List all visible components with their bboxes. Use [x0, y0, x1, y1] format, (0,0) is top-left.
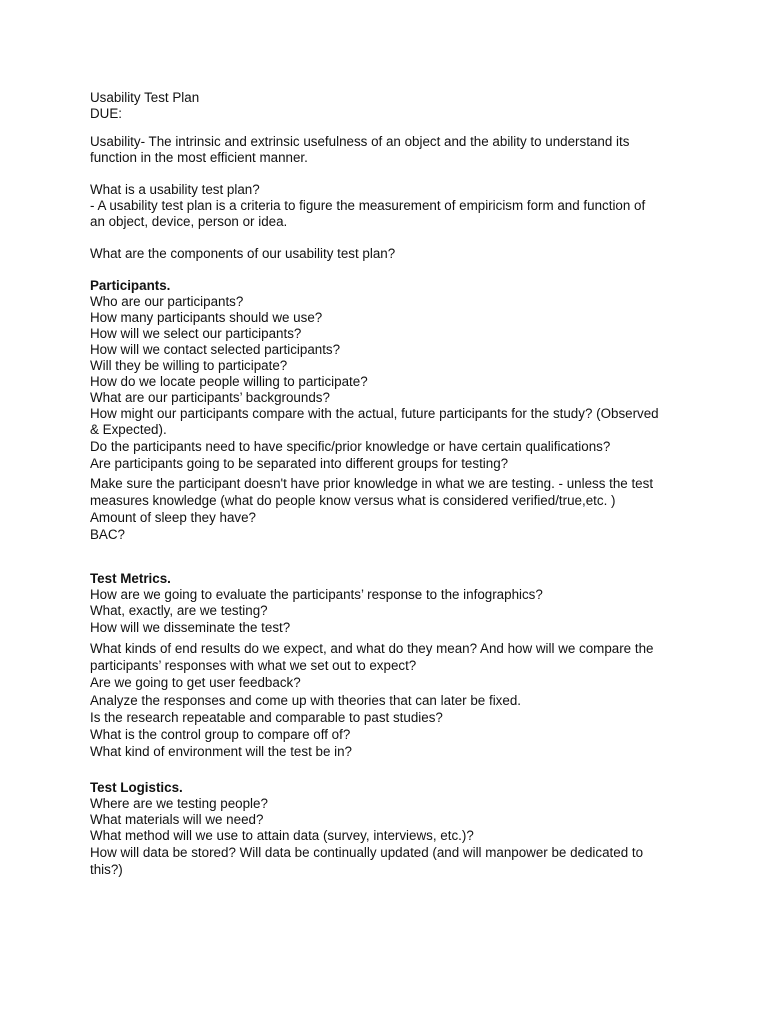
test-logistics-item: How will data be stored? Will data be continually updated (and will manpower be dedicated to [90, 845, 644, 860]
test-logistics-item: this?) [90, 862, 123, 877]
definition-line-1: Usability- The intrinsic and extrinsic usefulness of an object and the ability to understand its [90, 134, 630, 149]
test-metrics-item: What kind of environment will the test be in? [90, 744, 352, 759]
test-metrics-heading: Test Metrics. [90, 571, 171, 586]
participants-item: How might our participants compare with the actual, future participants for the study? (Observed [90, 406, 659, 421]
participants-item: How many participants should we use? [90, 310, 323, 325]
participants-item: measures knowledge (what do people know versus what is considered verified/true,etc. ) [90, 493, 616, 508]
test-metrics-item: How will we disseminate the test? [90, 620, 291, 635]
definition-line-2: function in the most efficient manner. [90, 150, 308, 165]
participants-item: What are our participants’ backgrounds? [90, 390, 330, 405]
test-metrics-item: What is the control group to compare off of? [90, 727, 351, 742]
components-question: What are the components of our usability test plan? [90, 246, 396, 261]
test-logistics-item: What materials will we need? [90, 812, 264, 827]
due-label: DUE: [90, 106, 122, 121]
what-is-answer-line-1: - A usability test plan is a criteria to figure the measurement of empiricism form and function of [90, 198, 646, 213]
what-is-answer-line-2: an object, device, person or idea. [90, 214, 288, 229]
document-page [90, 90, 690, 878]
test-metrics-item: What kinds of end results do we expect, and what do they mean? And how will we compare the [90, 641, 654, 656]
test-logistics-heading: Test Logistics. [90, 780, 183, 795]
participants-item: Do the participants need to have specific/prior knowledge or have certain qualifications? [90, 439, 611, 454]
participants-item: BAC? [90, 527, 125, 542]
participants-item: Who are our participants? [90, 294, 244, 309]
test-logistics-item: Where are we testing people? [90, 796, 268, 811]
participants-item: How will we contact selected participants? [90, 342, 341, 357]
test-metrics-item: How are we going to evaluate the participants’ response to the infographics? [90, 587, 543, 602]
participants-item: & Expected). [90, 422, 167, 437]
participants-item: How do we locate people willing to participate? [90, 374, 368, 389]
test-metrics-item: Are we going to get user feedback? [90, 675, 301, 690]
test-metrics-item: participants’ responses with what we set out to expect? [90, 658, 417, 673]
test-metrics-item: Analyze the responses and come up with theories that can later be fixed. [90, 693, 521, 708]
test-metrics-item: Is the research repeatable and comparable to past studies? [90, 710, 443, 725]
participants-heading: Participants. [90, 278, 171, 293]
test-logistics-item: What method will we use to attain data (survey, interviews, etc.)? [90, 828, 474, 843]
what-is-question: What is a usability test plan? [90, 182, 260, 197]
participants-item: How will we select our participants? [90, 326, 302, 341]
test-metrics-item: What, exactly, are we testing? [90, 603, 268, 618]
document-title: Usability Test Plan [90, 90, 200, 105]
participants-item: Amount of sleep they have? [90, 510, 257, 525]
participants-item: Make sure the participant doesn't have prior knowledge in what we are testing. - unless the test [90, 476, 654, 491]
participants-item: Are participants going to be separated into different groups for testing? [90, 456, 509, 471]
participants-item: Will they be willing to participate? [90, 358, 288, 373]
